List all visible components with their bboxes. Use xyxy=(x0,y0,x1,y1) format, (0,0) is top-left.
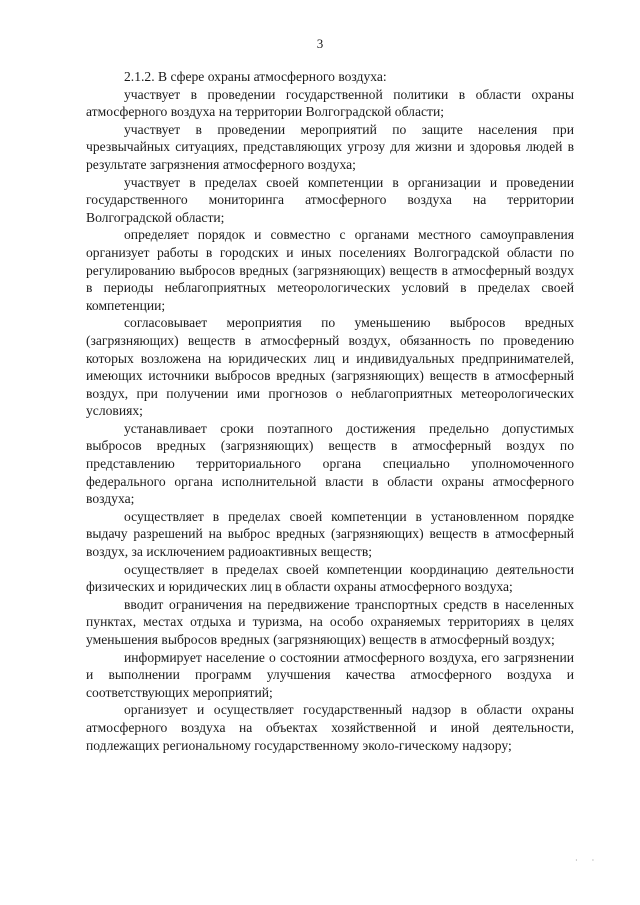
paragraph: участвует в проведении мероприятий по защите населения при чрезвычайных ситуациях, представляющих угрозу для жизни и здоровья людей в результате загрязнения атмосферного воздуха; xyxy=(86,121,574,172)
section-heading: 2.1.2. В сфере охраны атмосферного воздуха: xyxy=(124,69,387,84)
paragraph: осуществляет в пределах своей компетенции в установленном порядке выдачу разрешений на выброс вредных (загрязняющих) веществ в атмосферный воздух, за исключением радиоактивных веществ; xyxy=(86,508,574,560)
paragraph: информирует население о состоянии атмосферного воздуха, его загрязнении и выполнении программ улучшения качества атмосферного воздуха и соответствующих мероприятий; xyxy=(86,649,574,700)
document-body xyxy=(86,68,574,754)
paragraph: определяет порядок и совместно с органами местного самоуправления организует работы в городских и иных поселениях Волгоградской области по регулированию выбросов вредных (загрязняющих) веществ в атмосферный воздух в периоды неблагоприятных метеорологических условий в пределах своей компетенции; xyxy=(86,227,574,313)
scan-artifact: · · xyxy=(575,856,601,865)
paragraph: участвует в проведении государственной политики в области охраны атмосферного воздуха на территории Волгоградской области; xyxy=(86,86,574,120)
paragraph: вводит ограничения на передвижение транспортных средств в населенных пунктах, местах отдыха и туризма, на особо охраняемых территориях в целях уменьшения выбросов вредных (загрязняющих) веществ в атмосферный воздух; xyxy=(86,596,574,647)
paragraph: осуществляет в пределах своей компетенции координацию деятельности физических и юридических лиц в области охраны атмосферного воздуха; xyxy=(86,561,574,595)
paragraph: организует и осуществляет государственный надзор в области охраны атмосферного воздуха на объектах хозяйственной и иной деятельности, подлежащих региональному государственному эколо-гическому надзору; xyxy=(86,702,574,753)
paragraph: согласовывает мероприятия по уменьшению выбросов вредных (загрязняющих) веществ в атмосферный воздух, обязанность по проведению которых возложена на юридических лиц и индивидуальных предпринимателей, имеющих источники выбросов вредных (загрязняющих) веществ в атмосферный воздух, при получении ими прогнозов о неблагоприятных метеорологических условиях; xyxy=(86,315,574,419)
paragraph: устанавливает сроки поэтапного достижения предельно допустимых выбросов вредных (загрязняющих) веществ в атмосферный воздух по представлению территориального органа специально уполномоченного федерального органа исполнительной власти в области охраны атмосферного воздуха; xyxy=(86,420,574,507)
page-number: 3 xyxy=(316,36,324,51)
paragraph: участвует в пределах своей компетенции в организации и проведении государственного мониторинга атмосферного воздуха на территории Волгоградской области; xyxy=(86,174,574,225)
